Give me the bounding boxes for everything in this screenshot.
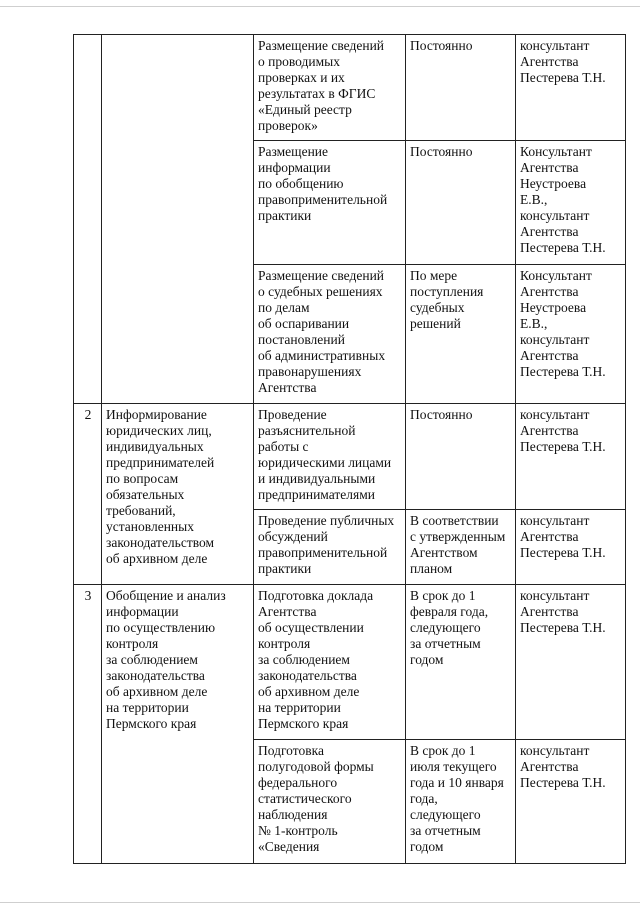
event-cell: Размещение сведений о проводимых проверках и их результатах в ФГИС «Единый реестр проверок» (254, 35, 406, 141)
responsible-cell: консультант Агентства Пестерева Т.Н. (516, 510, 626, 585)
table-row (74, 585, 626, 740)
event-cell: Проведение разъяснительной работы с юридическими лицами и индивидуальными предпринимателями (254, 404, 406, 510)
responsible-cell: консультант Агентства Пестерева Т.Н. (516, 740, 626, 864)
responsible-cell: консультант Агентства Пестерева Т.Н. (516, 35, 626, 141)
topic-cell: Информирование юридических лиц, индивидуальных предпринимателей по вопросам обязательных требований, установленных законодательством об архивном деле (102, 404, 254, 585)
responsible-cell: консультант Агентства Пестерева Т.Н. (516, 585, 626, 740)
table-row (74, 404, 626, 510)
deadline-cell: По мере поступления судебных решений (406, 265, 516, 404)
event-cell: Проведение публичных обсуждений правоприменительной практики (254, 510, 406, 585)
row-number-cell: 2 (74, 404, 102, 585)
responsible-cell: Консультант Агентства Неустроева Е.В., консультант Агентства Пестерева Т.Н. (516, 141, 626, 265)
topic-cell (102, 35, 254, 404)
deadline-cell: В срок до 1 февраля года, следующего за отчетным годом (406, 585, 516, 740)
table-row (74, 35, 626, 141)
event-cell: Размещение сведений о судебных решениях по делам об оспаривании постановлений об административных правонарушениях Агентства (254, 265, 406, 404)
responsible-cell: консультант Агентства Пестерева Т.Н. (516, 404, 626, 510)
topic-cell: Обобщение и анализ информации по осуществлению контроля за соблюдением законодательства об архивном деле на территории Пермского края (102, 585, 254, 864)
event-cell: Размещение информации по обобщению правоприменительной практики (254, 141, 406, 265)
responsible-cell: Консультант Агентства Неустроева Е.В., консультант Агентства Пестерева Т.Н. (516, 265, 626, 404)
deadline-cell: Постоянно (406, 35, 516, 141)
top-scan-line (0, 6, 640, 7)
deadline-cell: В срок до 1 июля текущего года и 10 января года, следующего за отчетным годом (406, 740, 516, 864)
activities-table (73, 34, 626, 864)
deadline-cell: Постоянно (406, 141, 516, 265)
row-number-cell (74, 35, 102, 404)
event-cell: Подготовка доклада Агентства об осуществлении контроля за соблюдением законодательства об архивном деле на территории Пермского края (254, 585, 406, 740)
row-number-cell: 3 (74, 585, 102, 864)
deadline-cell: В соответствии с утвержденным Агентством планом (406, 510, 516, 585)
deadline-cell: Постоянно (406, 404, 516, 510)
event-cell: Подготовка полугодовой формы федерального статистического наблюдения № 1-контроль «Сведения (254, 740, 406, 864)
bottom-scan-line (0, 902, 640, 903)
